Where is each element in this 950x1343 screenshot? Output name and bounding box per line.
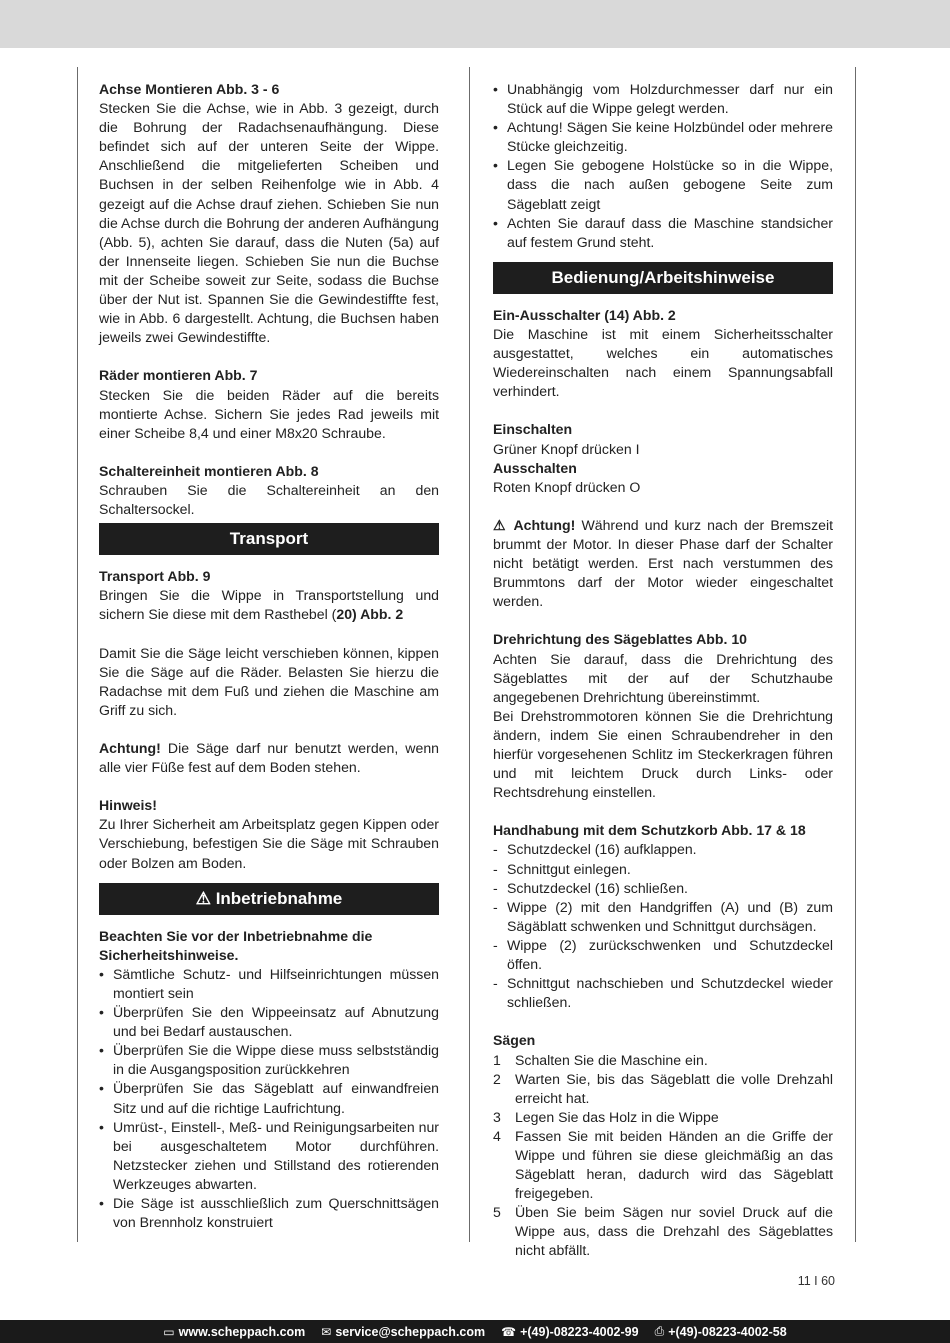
achse-text: Stecken Sie die Achse, wie in Abb. 3 gezeigt, durch die Bohrung der Radachsenaufhängung. Diese befindet sich auf der unteren Seite der Wippe. Anschließend die mitgelieferten Scheiben und Buchsen in der selben Reihenfolge wie in Abb. 4 gezeigt auf die Achse drauf ziehen. Schieben Sie nun die Achse durch die Bohrung der anderen Aufhängung (Abb. 5), achten Sie darauf, dass die Nuten (5a) auf der Innenseite liegen. Schieben Sie nun die Buchse mit der Scheibe soweit zur Seite, sodass die Buchse über der Nut ist. Spannen Sie die Gewindestiffte fest, wie in Abb. 6 dargestellt. Achtung, die Buchsen haben jeweils zwei Gewindestiffte. [99, 100, 439, 346]
right-column [493, 80, 833, 1261]
achtung-label-right: Achtung! [513, 516, 576, 533]
einschalten-heading: Einschalten [493, 421, 573, 438]
drehrichtung-text: Achten Sie darauf, dass die Drehrichtung des Sägeblattes mit der auf der Schutzhaube angegebenen Drehrichtung übereinstimmt. [493, 650, 833, 705]
inbetrieb-list [99, 965, 439, 1232]
list-item: • Die Säge ist ausschließlich zum Querschnittsägen von Brennholz konstruiert [99, 1194, 439, 1231]
phone-icon: ☎ [501, 1324, 517, 1339]
transport-text-b: 20) Abb. 2 [336, 606, 404, 623]
list-item: • Überprüfen Sie die Wippe diese muss selbstständig in die Ausgangsposition zurückkehren [99, 1042, 439, 1078]
website-link[interactable]: www.scheppach.com [178, 1324, 306, 1339]
right-margin-rule [855, 67, 856, 1242]
footer-fax [655, 1324, 787, 1339]
warning-icon: ⚠ [493, 516, 514, 533]
hinweis-text: Zu Ihrer Sicherheit am Arbeitsplatz gegen Kippen oder Verschiebung, befestigen Sie die Säge mit Schrauben oder Bolzen am Boden. [99, 816, 439, 871]
inbetrieb-bar-label: Inbetriebnahme [215, 888, 343, 908]
list-item: • Achtung! Sägen Sie keine Holzbündel oder mehrere Stücke gleichzeitig. [493, 119, 833, 155]
achtung-note-right [493, 516, 833, 611]
list-item: • Legen Sie gebogene Holstücke so in die Wippe, dass die nach außen gebogene Seite zum Sägeblatt zeigt [493, 157, 833, 212]
list-item: 4 Fassen Sie mit beiden Händen an die Griffe der Wippe und führen sie diese gleichmäßig an das Sägeblatt heran, dadurch wird das Sägeblatt freigegeben. [493, 1127, 833, 1202]
list-item: 1 Schalten Sie die Maschine ein. [493, 1051, 708, 1068]
list-item: • Überprüfen Sie das Sägeblatt auf einwandfreien Sitz und auf die richtige Laufrichtung. [99, 1080, 439, 1116]
ausschalten-text: Roten Knopf drücken O [493, 478, 641, 495]
list-item: - Schnittgut nachschieben und Schutzdeckel wieder schließen. [493, 975, 833, 1011]
achtung-note [99, 739, 439, 777]
left-margin-rule [77, 67, 78, 1242]
transport-text [99, 586, 439, 624]
list-item: - Wippe (2) zurückschwenken und Schutzdeckel öffen. [493, 936, 833, 973]
handhabung-heading: Handhabung mit dem Schutzkorb Abb. 17 & 18 [493, 822, 806, 839]
achtung-text-right: Während und kurz nach der Bremszeit brummt der Motor. In dieser Phase darf der Schalter nicht betätigt werden. Erst nach verstummen des Brummtons darf der Motor wieder eingeschaltet werden. [493, 516, 834, 610]
raeder-heading: Räder montieren Abb. 7 [99, 367, 258, 384]
transport-text-a: Bringen Sie die Wippe in Transportstellung und sichern Sie diese mit dem Rasthebel ( [99, 587, 439, 623]
achse-heading: Achse Montieren Abb. 3 - 6 [99, 81, 280, 97]
schalter-heading: Schaltereinheit montieren Abb. 8 [99, 462, 319, 479]
list-item: • Überprüfen Sie den Wippeeinsatz auf Abnutzung und bei Bedarf austauschen. [99, 1004, 439, 1040]
page-number: 11 I 60 [797, 1274, 835, 1288]
drehstrom-text: Bei Drehstrommotoren können Sie die Drehrichtung ändern, indem Sie einen Schraubendreher in den hierfür vorgesehenen Schlitz im Steckerkragen führen und mit leichtem Druck durch Links- oder Rechtsdrehung einstellen. [493, 707, 833, 801]
saegen-heading: Sägen [493, 1032, 536, 1049]
achtung-text: Die Säge darf nur benutzt werden, wenn alle vier Füße fest auf dem Boden stehen. [99, 740, 439, 776]
email-link[interactable]: service@scheppach.com [335, 1324, 486, 1339]
list-item: • Achten Sie darauf dass die Maschine standsicher auf festem Grund steht. [493, 214, 833, 250]
ausschalten-heading: Ausschalten [493, 459, 577, 476]
list-item: • Sämtliche Schutz- und Hilfseinrichtungen müssen montiert sein [99, 965, 439, 1001]
hinweis-heading: Hinweis! [99, 797, 157, 814]
raeder-text: Stecken Sie die beiden Räder auf die bereits montierte Achse. Sichern Sie jedes Rad jeweils mit einer Scheibe 8,4 und einer M8x20 Schraube. [99, 386, 439, 441]
header-band [0, 0, 950, 48]
transport-heading: Transport Abb. 9 [99, 568, 211, 585]
computer-icon: ▭ [163, 1324, 175, 1339]
list-item: 2 Warten Sie, bis das Sägeblatt die volle Drehzahl erreicht hat. [493, 1070, 833, 1106]
ein-aus-text: Die Maschine ist mit einem Sicherheitsschalter ausgestattet, welches ein automatisches Wiedereinschalten nach einem Spannungsabfall verhindert. [493, 325, 833, 400]
column-divider [469, 67, 470, 1242]
list-item: 3 Legen Sie das Holz in die Wippe [493, 1108, 719, 1125]
drehrichtung-heading: Drehrichtung des Sägeblattes Abb. 10 [493, 631, 748, 648]
inbetriebnahme-section-bar [99, 883, 439, 915]
footer-bar [0, 1320, 950, 1343]
transport-bar-label: Transport [229, 529, 309, 549]
transport-section-bar [99, 523, 439, 555]
fax-icon: ⎙ [654, 1324, 665, 1338]
bedienung-bar-label: Bedienung/Arbeitshinweise [551, 267, 775, 287]
warning-icon: ⚠ [195, 888, 211, 908]
footer-email[interactable] [321, 1325, 485, 1339]
schalter-text: Schrauben Sie die Schaltereinheit an den Schaltersockel. [99, 481, 439, 518]
list-item: - Schnittgut einlegen. [493, 860, 631, 877]
inbetrieb-heading: Beachten Sie vor der Inbetriebnahme die Sicherheitshinweise. [99, 927, 373, 963]
fax-number: +(49)-08223-4002-58 [668, 1324, 787, 1339]
left-column [99, 80, 439, 1232]
footer-phone [501, 1325, 638, 1339]
einschalten-text: Grüner Knopf drücken I [493, 440, 640, 457]
list-item: - Schutzdeckel (16) schließen. [493, 879, 688, 896]
list-item: • Umrüst-, Einstell-, Meß- und Reinigungsarbeiten nur bei ausgeschaltetem Motor durchführen. Netzstecker ziehen und Stillstand des rotierenden Werkzeuges abwarten. [99, 1118, 439, 1192]
transport-text-2: Damit Sie die Säge leicht verschieben können, kippen Sie die Säge auf die Räder. Belasten Sie hierzu die Radachse mit dem Fuß und ziehen die Maschine am Griff zu sich. [99, 644, 439, 718]
bedienung-section-bar [493, 262, 833, 294]
saegen-list [493, 1051, 833, 1261]
phone-number: +(49)-08223-4002-99 [520, 1324, 639, 1339]
list-item: - Wippe (2) mit den Handgriffen (A) und (B) zum Sägäblatt schwenken und Schnittgut durchsägen. [493, 898, 833, 934]
ein-aus-heading: Ein-Ausschalter (14) Abb. 2 [493, 306, 676, 323]
handhabung-list [493, 840, 833, 1012]
achtung-label: Achtung! [99, 740, 161, 756]
top-list [493, 80, 833, 252]
footer-website[interactable] [163, 1325, 305, 1339]
list-item: • Unabhängig vom Holzdurchmesser darf nur ein Stück auf die Wippe gelegt werden. [493, 81, 833, 117]
mail-icon: ✉ [321, 1324, 332, 1339]
list-item: 5 Üben Sie beim Sägen nur soviel Druck auf die Wippe aus, dass die Drehzahl des Sägeblattes nicht abfällt. [493, 1204, 833, 1259]
list-item: - Schutzdeckel (16) aufklappen. [493, 841, 697, 858]
